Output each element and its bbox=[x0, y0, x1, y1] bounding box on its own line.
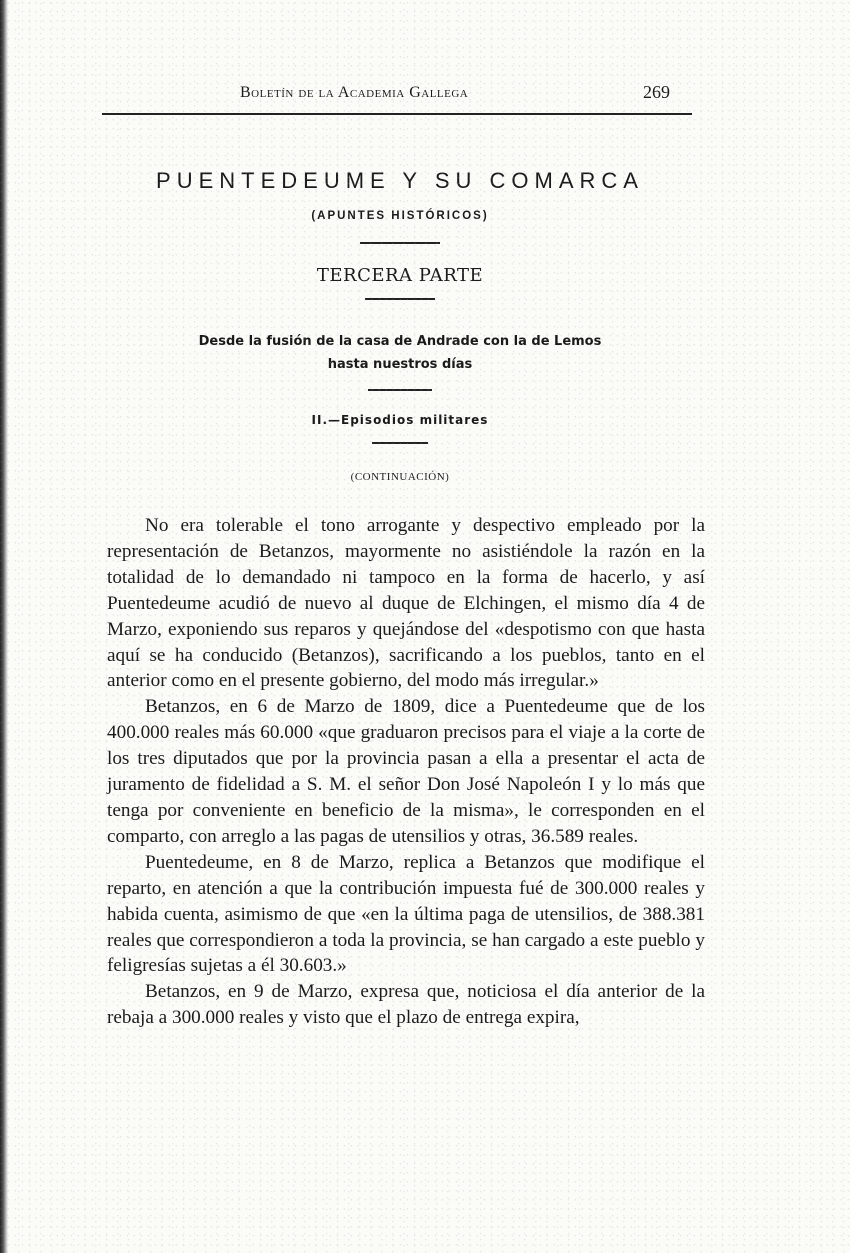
page-binding-edge bbox=[0, 0, 8, 1253]
divider-rule bbox=[372, 442, 428, 444]
body-text bbox=[107, 513, 705, 1031]
running-head bbox=[100, 84, 694, 112]
divider-rule bbox=[368, 389, 432, 391]
section-title-line: Desde la fusión de la casa de Andrade con la de Lemos bbox=[198, 334, 602, 349]
divider-rule bbox=[360, 242, 440, 244]
paragraph: No era tolerable el tono arrogante y despectivo empleado por la representación de Betanzos, mayormente no asistiéndole la razón en la totalidad de lo demandado ni tampoco en la forma de hacerlo, y así Puentedeume acudió de nuevo al duque de Elchingen, el mismo día 4 de Marzo, exponiendo sus reparos y quejándose del «despotismo con que hasta aquí se ha conducido (Betanzos), sacrificando a los pueblos, tanto en el anterior como en el presente gobierno, del modo más irregular.» bbox=[107, 515, 705, 692]
divider-rule bbox=[365, 298, 435, 300]
section-title-line: hasta nuestros días bbox=[327, 357, 473, 372]
continuation-label: (CONTINUACIÓN) bbox=[350, 471, 450, 483]
header-rule bbox=[102, 113, 692, 115]
paragraph: Betanzos, en 9 de Marzo, expresa que, noticiosa el día anterior de la rebaja a 300.000 reales y visto que el plazo de entrega expira, bbox=[107, 981, 705, 1029]
article-subtitle: (APUNTES HISTÓRICOS) bbox=[311, 210, 489, 222]
section-title bbox=[120, 330, 680, 376]
page-number: 269 bbox=[643, 82, 670, 102]
article-title: PUENTEDEUME Y SU COMARCA bbox=[156, 168, 644, 193]
subsection-title: II.—Episodios militares bbox=[311, 413, 489, 427]
paragraph: Betanzos, en 6 de Marzo de 1809, dice a Puentedeume que de los 400.000 reales más 60.000 «que graduaron precisos para el viaje a la corte de los tres diputados que por la provincia pasan a ella a presentar el acta de juramento de fidelidad a S. M. el señor Don José Napoleón I y lo más que tenga por conveniente en beneficio de la misma», le corresponden en el comparto, con arreglo a las pagas de utensilios y otras, 36.589 reales. bbox=[107, 696, 705, 847]
running-title: Boletín de la Academia Gallega bbox=[240, 84, 469, 101]
part-title: TERCERA PARTE bbox=[316, 265, 484, 286]
paragraph: Puentedeume, en 8 de Marzo, replica a Betanzos que modifique el reparto, en atención a que la contribución impuesta fué de 300.000 reales y habida cuenta, asimismo de que «en la última paga de utensilios, de 388.381 reales que correspondieron a toda la provincia, se han cargado a este pueblo y feligresías sujetas a él 30.603.» bbox=[107, 851, 705, 977]
